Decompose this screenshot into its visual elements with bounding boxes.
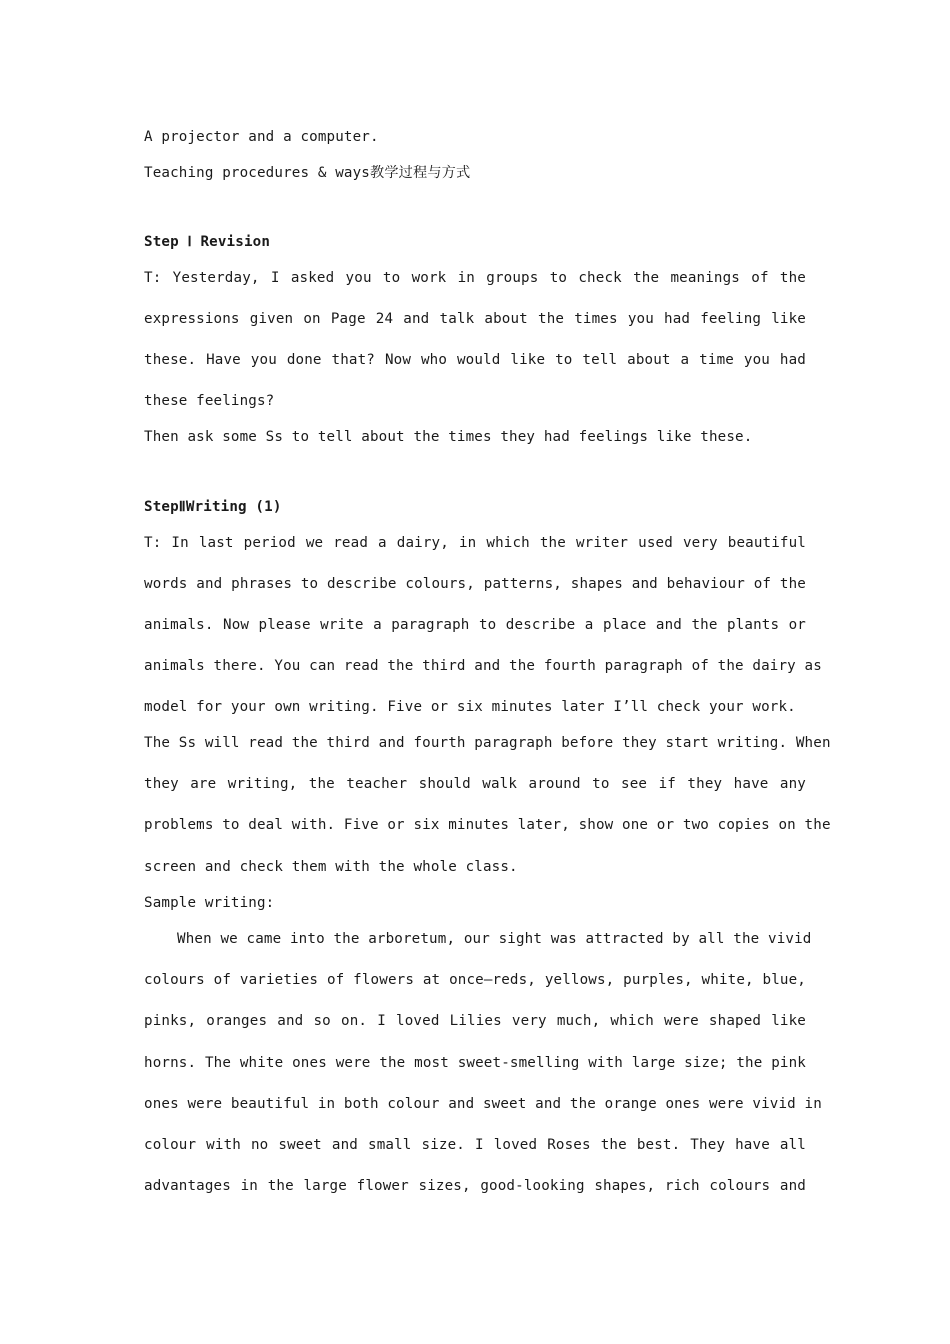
step2-p1-line: animals there. You can read the third and the fourth paragraph of the dairy as bbox=[144, 658, 822, 674]
step2-p2-line: screen and check them with the whole class. bbox=[144, 859, 518, 875]
step2-p2-line: The Ss will read the third and fourth paragraph before they start writing. When bbox=[144, 735, 831, 751]
sample-line: pinks, oranges and so on. I loved Lilies very much, which were shaped like bbox=[144, 1013, 806, 1029]
step2-p1-line: model for your own writing. Five or six minutes later I’ll check your work. bbox=[144, 699, 796, 715]
sample-line: colour with no sweet and small size. I loved Roses the best. They have all bbox=[144, 1137, 806, 1153]
sample-line: colours of varieties of flowers at once—reds, yellows, purples, white, blue, bbox=[144, 972, 806, 988]
sample-line: horns. The white ones were the most sweet-smelling with large size; the pink bbox=[144, 1055, 806, 1071]
step1-heading: Step Ⅰ Revision bbox=[144, 234, 271, 250]
step1-p2: Then ask some Ss to tell about the times they had feelings like these. bbox=[144, 429, 753, 445]
step1-p1-line: these feelings? bbox=[144, 393, 275, 409]
step2-p1-line: words and phrases to describe colours, patterns, shapes and behaviour of the bbox=[144, 576, 806, 592]
step1-p1-line: these. Have you done that? Now who would like to tell about a time you had bbox=[144, 352, 806, 368]
step2-p1-line: T: In last period we read a dairy, in which the writer used very beautiful bbox=[144, 535, 806, 551]
step1-p1-line: expressions given on Page 24 and talk about the times you had feeling like bbox=[144, 311, 806, 327]
sample-line: When we came into the arboretum, our sight was attracted by all the vivid bbox=[177, 931, 812, 947]
step1-p1-line: T: Yesterday, I asked you to work in groups to check the meanings of the bbox=[144, 270, 806, 286]
materials-line: A projector and a computer. bbox=[144, 129, 379, 145]
sample-line: advantages in the large flower sizes, good-looking shapes, rich colours and bbox=[144, 1178, 806, 1194]
procedures-heading: Teaching procedures & ways教学过程与方式 bbox=[144, 165, 471, 181]
step2-p2-line: they are writing, the teacher should walk around to see if they have any bbox=[144, 776, 806, 792]
step2-p2-line: problems to deal with. Five or six minutes later, show one or two copies on the bbox=[144, 817, 831, 833]
step2-p1-line: animals. Now please write a paragraph to describe a place and the plants or bbox=[144, 617, 806, 633]
step2-heading: StepⅡWriting (1) bbox=[144, 499, 282, 515]
sample-label: Sample writing: bbox=[144, 895, 275, 911]
sample-line: ones were beautiful in both colour and sweet and the orange ones were vivid in bbox=[144, 1096, 822, 1112]
